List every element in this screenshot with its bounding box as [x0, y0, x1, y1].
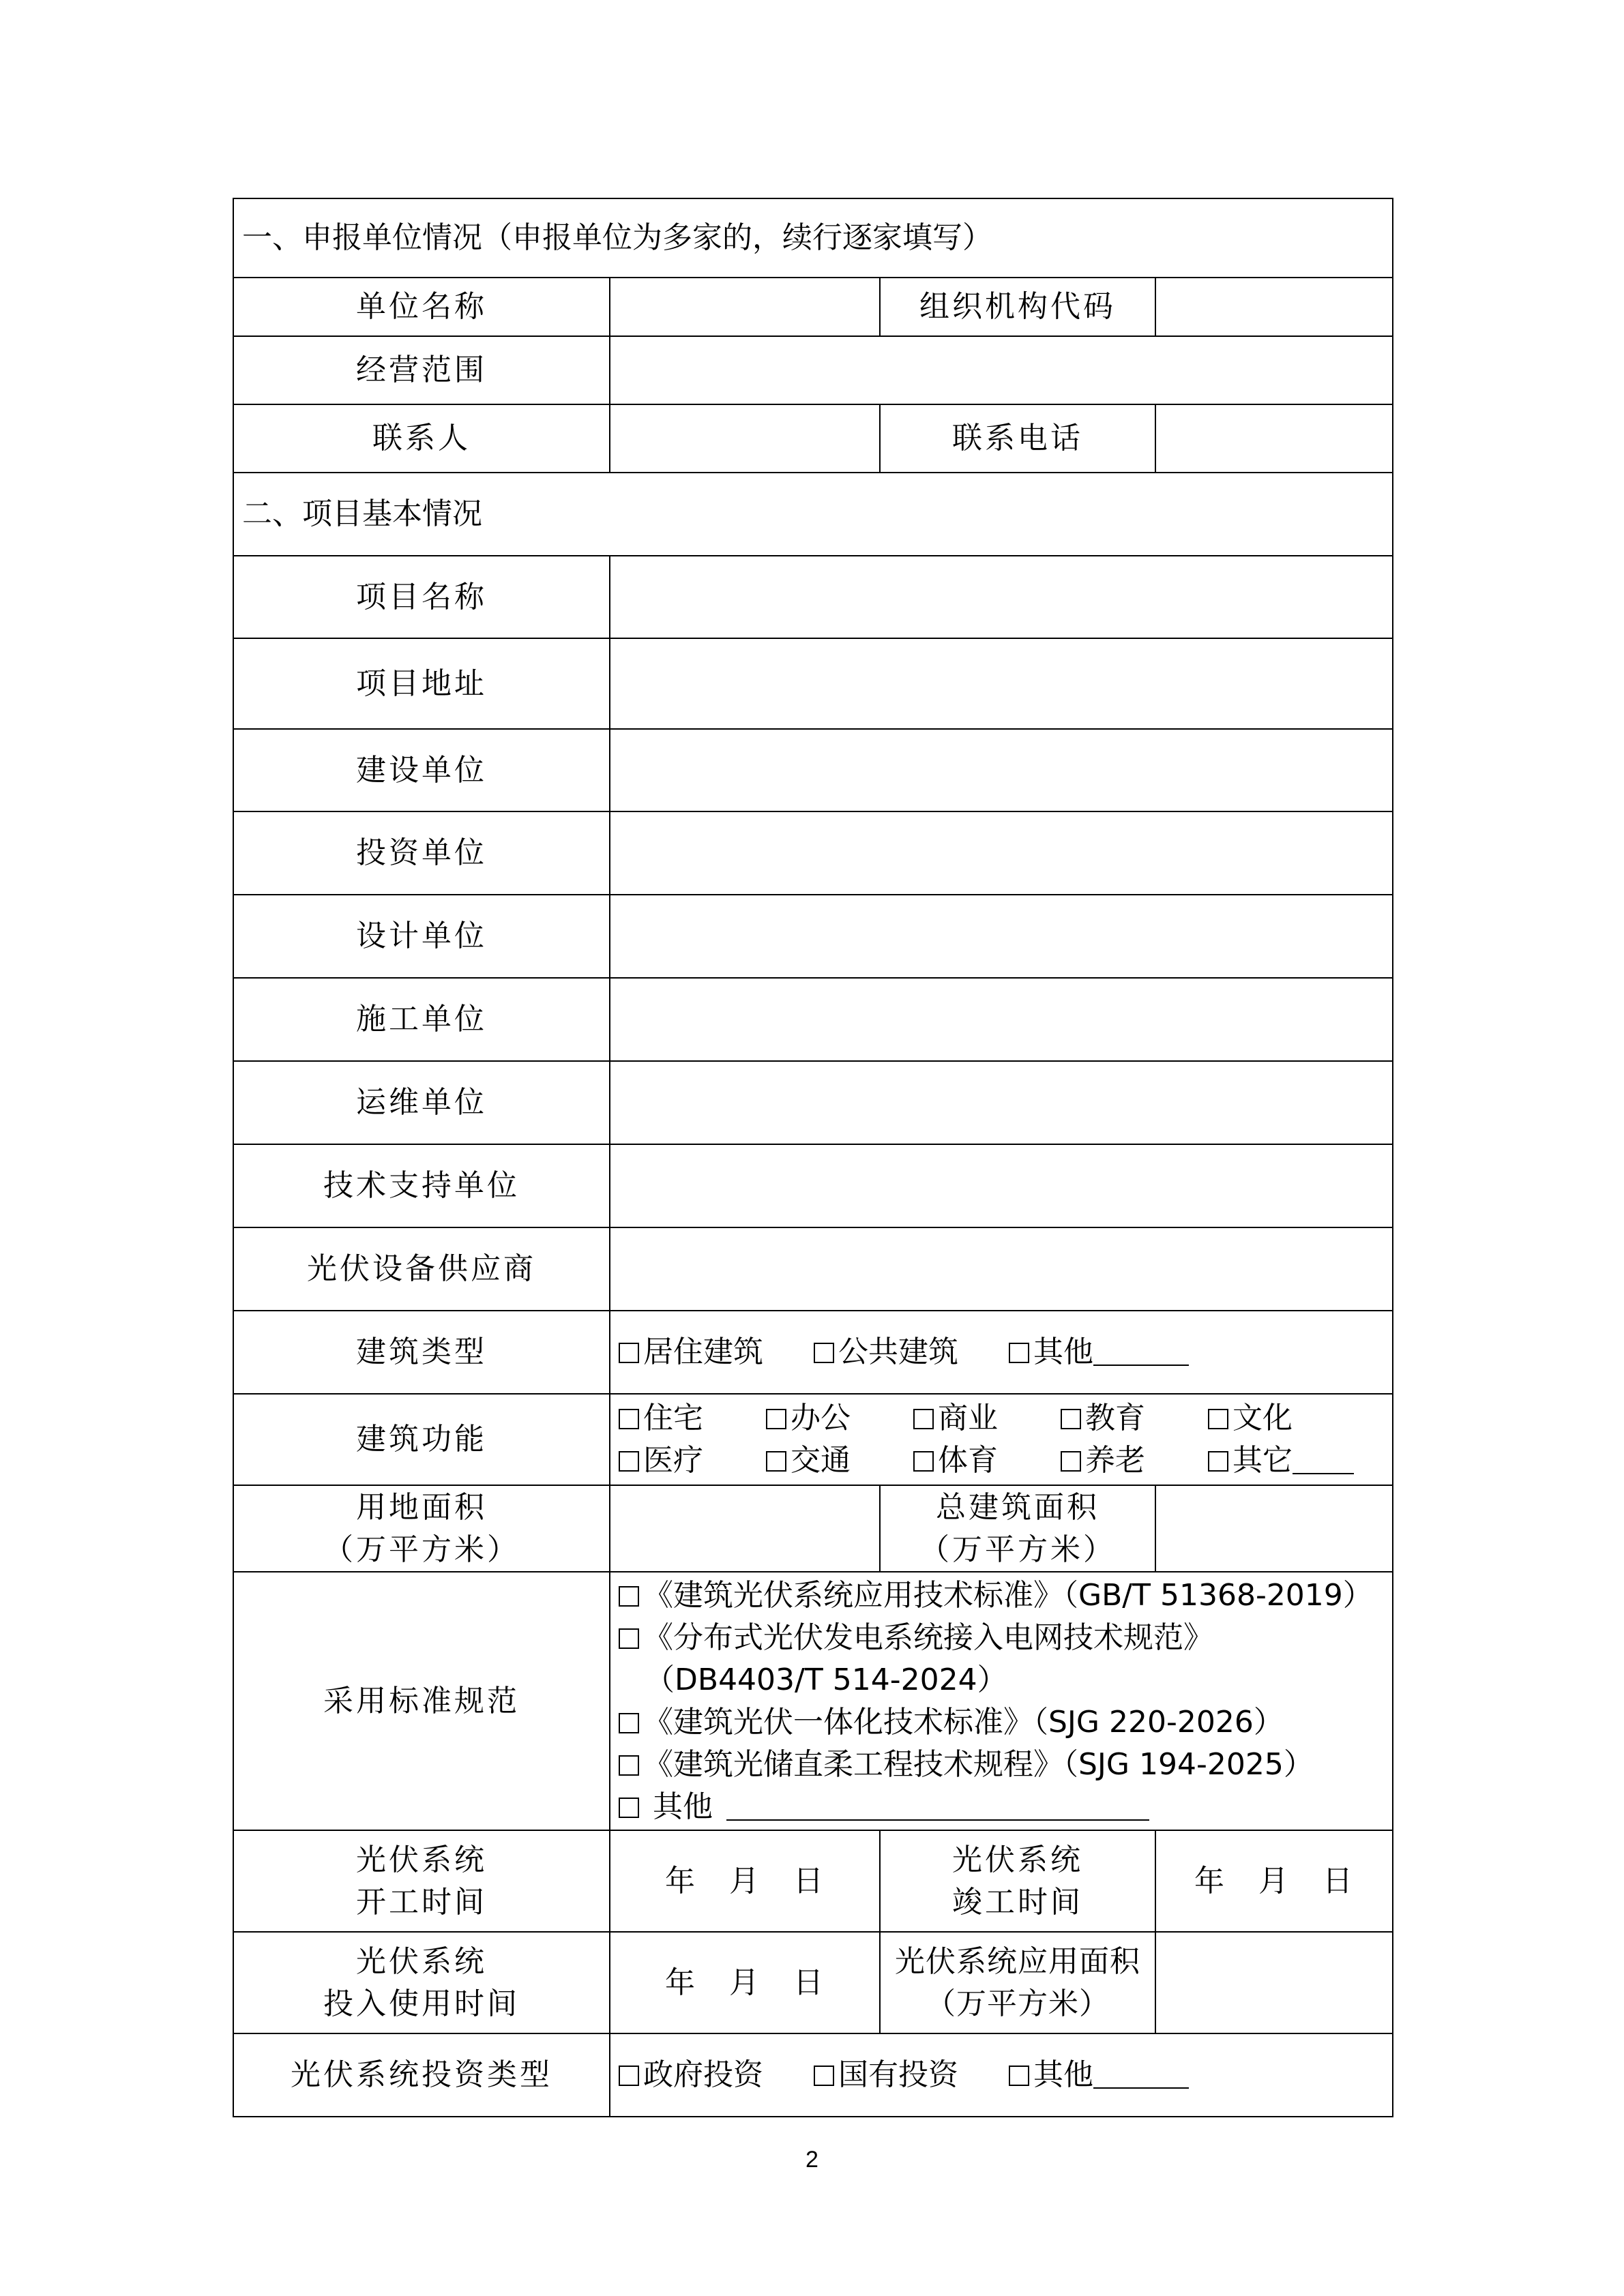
contact-row	[233, 404, 1393, 473]
designer-field[interactable]	[610, 895, 1393, 978]
building-function-options	[610, 1394, 1393, 1485]
pv-supplier-label: 光伏设备供应商	[233, 1227, 610, 1311]
standards-row	[233, 1572, 1393, 1830]
finish-time-label-line-1: 光伏系统	[952, 1842, 1083, 1877]
business-scope-field[interactable]	[610, 336, 1393, 404]
operator-row	[233, 1061, 1393, 1144]
standard-other-option[interactable]	[619, 1786, 1392, 1828]
finish-time-label-line-2: 竣工时间	[952, 1884, 1083, 1920]
investment-other-option[interactable]	[1009, 2054, 1189, 2096]
start-finish-row	[233, 1830, 1393, 1932]
land-area-label-line-2: （万平方米）	[323, 1532, 520, 1567]
investment-type-options	[610, 2033, 1393, 2117]
checkbox[interactable]	[1208, 1409, 1228, 1429]
month-unit: 月	[1258, 1863, 1290, 1898]
year-unit: 年	[1194, 1863, 1226, 1898]
unit-name-field[interactable]	[610, 278, 880, 336]
year-unit: 年	[665, 1965, 696, 2000]
checkbox[interactable]	[1061, 1451, 1081, 1472]
tech-support-label: 技术支持单位	[233, 1144, 610, 1227]
constructor-row	[233, 978, 1393, 1061]
designer-row	[233, 895, 1393, 978]
builder-row	[233, 729, 1393, 811]
checkbox[interactable]	[619, 1628, 639, 1649]
option-label: 医疗	[643, 1443, 703, 1478]
tech-support-row	[233, 1144, 1393, 1227]
page-number: 2	[806, 2147, 818, 2173]
checkbox[interactable]	[1009, 1343, 1029, 1363]
checkbox[interactable]	[619, 1451, 639, 1472]
investment-type-label: 光伏系统投资类型	[233, 2033, 610, 2117]
option-label: 体育	[938, 1443, 998, 1478]
other-blank[interactable]	[726, 1789, 1149, 1821]
total-area-label-line-2: （万平方米）	[919, 1532, 1116, 1567]
option-label: 办公	[791, 1401, 851, 1435]
builder-label: 建设单位	[233, 729, 610, 811]
option-label: 养老	[1085, 1443, 1145, 1478]
start-time-label	[233, 1830, 610, 1932]
function-transport-option[interactable]	[766, 1440, 913, 1482]
land-area-field[interactable]	[610, 1485, 880, 1572]
building-type-options	[610, 1311, 1393, 1394]
use-time-label-line-1: 光伏系统	[356, 1943, 487, 1979]
option-label: 居住建筑	[643, 1335, 763, 1369]
option-label: 政府投资	[643, 2057, 763, 2092]
standard-gb-51368-option[interactable]	[619, 1575, 1392, 1617]
checkbox[interactable]	[619, 1798, 639, 1818]
option-label: 文化	[1232, 1401, 1293, 1435]
contact-person-label: 联系人	[233, 404, 610, 473]
use-date-field[interactable]	[610, 1932, 880, 2033]
contact-phone-label: 联系电话	[880, 404, 1155, 473]
option-label: 其他	[1033, 1335, 1093, 1369]
designer-label: 设计单位	[233, 895, 610, 978]
function-medical-option[interactable]	[619, 1440, 766, 1482]
building-type-public-option[interactable]	[814, 1331, 958, 1373]
org-code-label: 组织机构代码	[880, 278, 1155, 336]
option-label: 其他	[1033, 2057, 1093, 2092]
investor-field[interactable]	[610, 811, 1393, 895]
pv-supplier-field[interactable]	[610, 1227, 1393, 1311]
land-area-label-line-1: 用地面积	[356, 1489, 487, 1525]
other-blank[interactable]	[1093, 1335, 1189, 1366]
function-office-option[interactable]	[766, 1397, 913, 1440]
start-time-label-line-2: 开工时间	[356, 1884, 487, 1920]
day-unit: 日	[793, 1965, 825, 2000]
use-time-label	[233, 1932, 610, 2033]
function-options-row-2	[619, 1440, 1384, 1482]
checkbox[interactable]	[619, 2066, 639, 2086]
checkbox[interactable]	[814, 2066, 834, 2086]
start-date-field[interactable]	[610, 1830, 880, 1932]
contact-person-field[interactable]	[610, 404, 880, 473]
section-2-row	[233, 473, 1393, 556]
checkbox[interactable]	[766, 1451, 786, 1472]
land-area-label	[233, 1485, 610, 1572]
checkbox[interactable]	[913, 1451, 934, 1472]
constructor-label: 施工单位	[233, 978, 610, 1061]
checkbox[interactable]	[619, 1343, 639, 1363]
finish-time-label	[880, 1830, 1155, 1932]
org-code-field[interactable]	[1155, 278, 1393, 336]
standards-label: 采用标准规范	[233, 1572, 610, 1830]
business-scope-label: 经营范围	[233, 336, 610, 404]
option-label: 公共建筑	[838, 1335, 958, 1369]
checkbox[interactable]	[1009, 2066, 1029, 2086]
checkbox[interactable]	[619, 1586, 639, 1607]
project-address-field[interactable]	[610, 638, 1393, 729]
section-1-title: 一、申报单位情况（申报单位为多家的，续行逐家填写）	[233, 198, 1393, 278]
builder-field[interactable]	[610, 729, 1393, 811]
function-elderly-option[interactable]	[1061, 1440, 1208, 1482]
tech-support-field[interactable]	[610, 1144, 1393, 1227]
standard-db4403-code: （DB4403/T 514-2024）	[645, 1662, 1007, 1697]
total-area-label-line-1: 总建筑面积	[936, 1489, 1099, 1525]
checkbox[interactable]	[1061, 1409, 1081, 1429]
standard-label: 《建筑光伏系统应用技术标准》（GB/T 51368-2019）	[643, 1577, 1373, 1613]
investment-government-option[interactable]	[619, 2054, 763, 2096]
building-type-label: 建筑类型	[233, 1311, 610, 1394]
total-area-field[interactable]	[1155, 1485, 1393, 1572]
constructor-field[interactable]	[610, 978, 1393, 1061]
section-2-title: 二、项目基本情况	[233, 473, 1393, 556]
building-function-label: 建筑功能	[233, 1394, 610, 1485]
application-area-field[interactable]	[1155, 1932, 1393, 2033]
project-name-row	[233, 556, 1393, 638]
checkbox[interactable]	[619, 1755, 639, 1776]
day-unit: 日	[793, 1863, 825, 1898]
pv-supplier-row	[233, 1227, 1393, 1311]
project-address-row	[233, 638, 1393, 729]
checkbox[interactable]	[913, 1409, 934, 1429]
area-row	[233, 1485, 1393, 1572]
operator-field[interactable]	[610, 1061, 1393, 1144]
total-area-label	[880, 1485, 1155, 1572]
application-area-label-line-2: （万平方米）	[926, 1986, 1110, 2021]
checkbox[interactable]	[814, 1343, 834, 1363]
investor-row	[233, 811, 1393, 895]
finish-date-field[interactable]	[1155, 1830, 1393, 1932]
building-type-other-option[interactable]	[1009, 1331, 1189, 1373]
application-area-label	[880, 1932, 1155, 2033]
option-label: 教育	[1085, 1401, 1145, 1435]
month-unit: 月	[729, 1863, 761, 1898]
building-type-residential-option[interactable]	[619, 1331, 763, 1373]
option-label: 其它	[1232, 1443, 1293, 1478]
application-area-label-line-1: 光伏系统应用面积	[895, 1943, 1140, 1979]
project-name-field[interactable]	[610, 556, 1393, 638]
investor-label: 投资单位	[233, 811, 610, 895]
function-sports-option[interactable]	[913, 1440, 1061, 1482]
option-label: 商业	[938, 1401, 998, 1435]
investment-state-owned-option[interactable]	[814, 2054, 958, 2096]
unit-name-label: 单位名称	[233, 278, 610, 336]
year-unit: 年	[665, 1863, 696, 1898]
standard-sjg-194-option[interactable]	[619, 1744, 1392, 1786]
checkbox[interactable]	[1208, 1451, 1228, 1472]
contact-phone-field[interactable]	[1155, 404, 1393, 473]
building-type-row	[233, 1311, 1393, 1394]
standard-db4403-option[interactable]	[619, 1617, 1392, 1659]
standard-label: 《建筑光储直柔工程技术规程》（SJG 194-2025）	[643, 1746, 1314, 1782]
function-other-option[interactable]	[1208, 1440, 1354, 1482]
application-form-table	[233, 198, 1393, 2117]
investment-type-row	[233, 2033, 1393, 2117]
month-unit: 月	[729, 1965, 761, 2000]
other-blank[interactable]	[1293, 1443, 1354, 1474]
business-scope-row	[233, 336, 1393, 404]
standard-label: 其他	[653, 1789, 713, 1824]
option-label: 国有投资	[838, 2057, 958, 2092]
day-unit: 日	[1323, 1863, 1354, 1898]
use-time-row	[233, 1932, 1393, 2033]
operator-label: 运维单位	[233, 1061, 610, 1144]
project-address-label: 项目地址	[233, 638, 610, 729]
standards-options	[610, 1572, 1393, 1830]
function-commerce-option[interactable]	[913, 1397, 1061, 1440]
function-options-row-1	[619, 1397, 1384, 1440]
use-time-label-line-2: 投入使用时间	[323, 1986, 520, 2021]
section-1-row	[233, 198, 1393, 278]
function-culture-option[interactable]	[1208, 1397, 1293, 1440]
standard-label: 《建筑光伏一体化技术标准》（SJG 220-2026）	[643, 1704, 1284, 1740]
unit-name-row	[233, 278, 1393, 336]
building-function-row	[233, 1394, 1393, 1485]
option-label: 交通	[791, 1443, 851, 1478]
checkbox[interactable]	[619, 1409, 639, 1429]
project-name-label: 项目名称	[233, 556, 610, 638]
checkbox[interactable]	[619, 1713, 639, 1733]
start-time-label-line-1: 光伏系统	[356, 1842, 487, 1877]
checkbox[interactable]	[766, 1409, 786, 1429]
other-blank[interactable]	[1093, 2057, 1189, 2089]
function-education-option[interactable]	[1061, 1397, 1208, 1440]
standard-sjg-220-option[interactable]	[619, 1701, 1392, 1744]
standard-label: 《分布式光伏发电系统接入电网技术规范》	[643, 1620, 1213, 1655]
function-residence-option[interactable]	[619, 1397, 766, 1440]
option-label: 住宅	[643, 1401, 703, 1435]
